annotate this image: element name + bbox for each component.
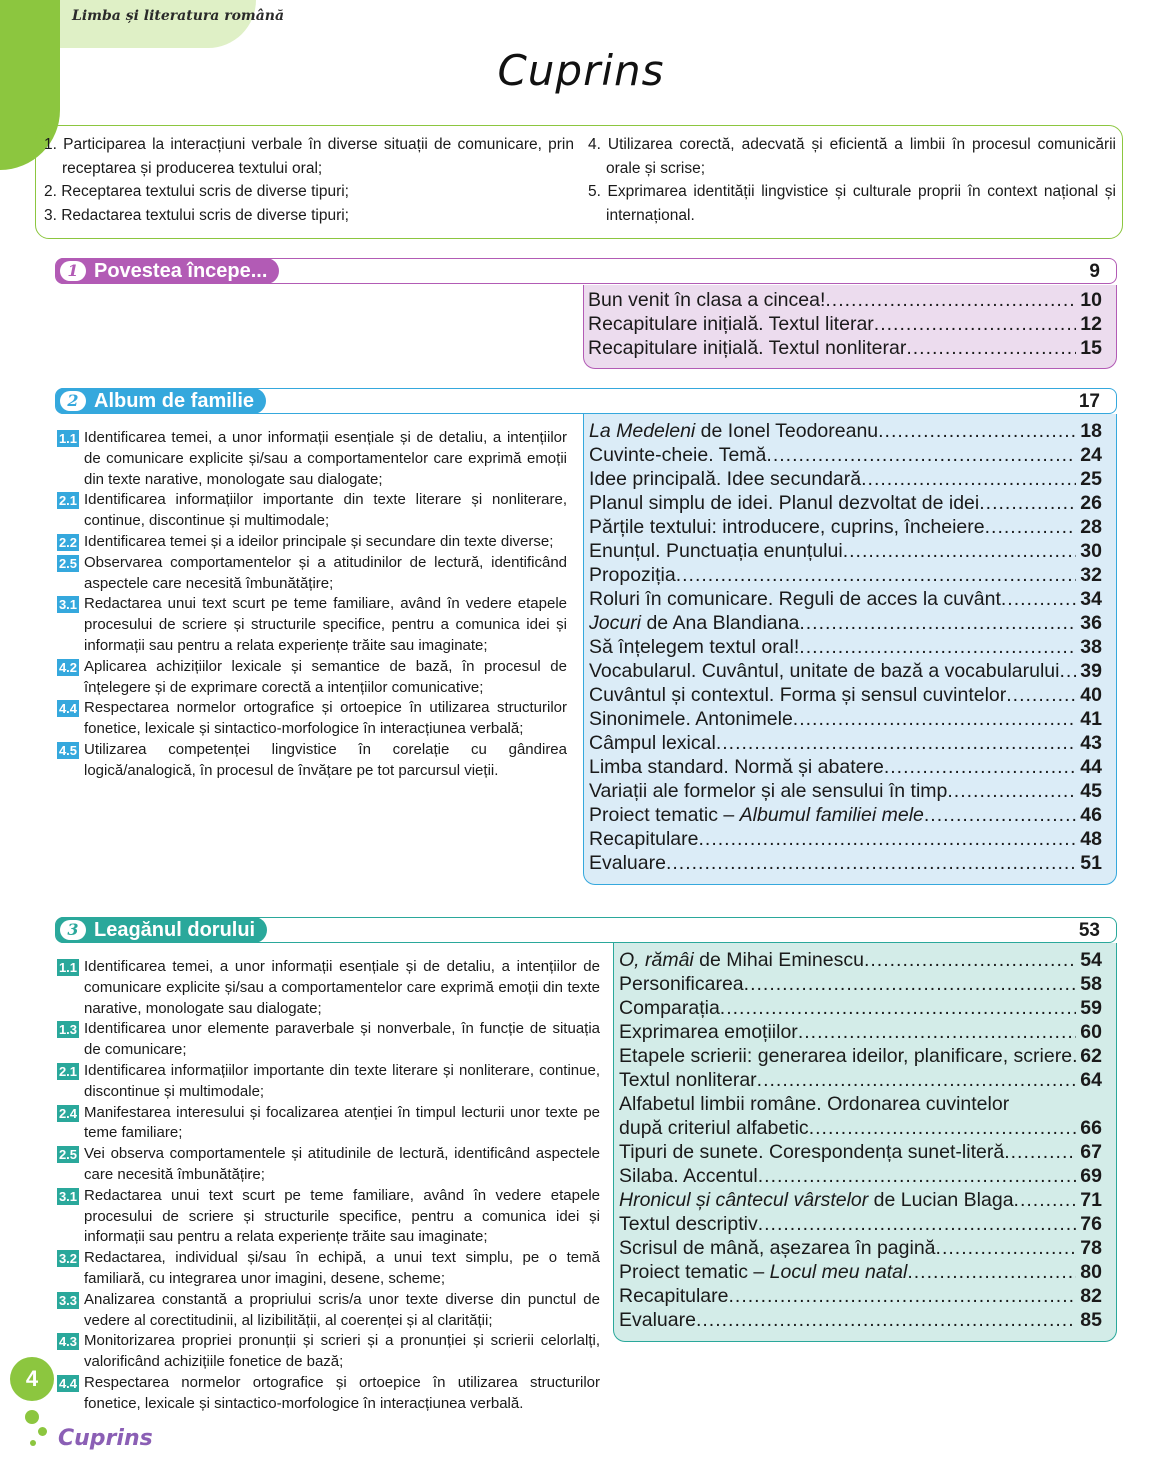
unit-3-title: Leagănul dorului — [94, 918, 256, 941]
toc-entry-text: Enunțul. Punctuația enunțului — [589, 540, 843, 562]
toc-entry[interactable] — [589, 684, 1102, 708]
toc-entry-page: 85 — [1080, 1309, 1102, 1331]
unit-3-objectives — [57, 957, 600, 1415]
toc-entry-title — [619, 1141, 1004, 1164]
toc-entry-title — [619, 1261, 907, 1284]
toc-leader-dots — [884, 756, 1076, 779]
objective-text: Redactarea unui text scurt pe teme familiare, având în vedere etapele procesului de scriere și structurile specifice, pentru a comunica idei și informații sau pentru a relata experiențe trăite sau imaginate; — [84, 1186, 600, 1246]
toc-entry-title — [589, 732, 716, 755]
objective-item — [57, 594, 567, 656]
toc-entry[interactable] — [589, 420, 1102, 444]
toc-entry-page: 58 — [1080, 973, 1102, 995]
objective-code-badge: 1.1 — [58, 960, 78, 975]
competencies-left-column — [44, 133, 574, 227]
toc-leader-dots — [758, 1165, 1076, 1188]
toc-leader-dots — [799, 612, 1076, 635]
toc-entry-page: 44 — [1080, 756, 1102, 778]
unit-1-page: 9 — [1089, 261, 1100, 282]
toc-entry-title — [619, 1093, 1009, 1116]
toc-entry-title — [619, 1021, 798, 1044]
objective-code-badge: 2.1 — [58, 1063, 78, 1079]
toc-entry-text: Textul nonliterar — [619, 1069, 757, 1091]
decor-dot — [38, 1427, 47, 1436]
objective-text: Identificarea informațiilor importante din texte literare și nonliterare, continue, discontinue și multimodale; — [84, 1061, 600, 1100]
unit-3-title-pill — [56, 917, 267, 943]
toc-entry-text: Variații ale formelor și ale sensului în timp — [589, 780, 948, 802]
toc-entry-page: 60 — [1080, 1021, 1102, 1043]
page-number: 4 — [10, 1357, 54, 1401]
toc-entry-text: de Ana Blandiana — [641, 612, 800, 634]
unit-2-header[interactable] — [55, 388, 1117, 414]
toc-entry[interactable] — [619, 997, 1102, 1021]
toc-entry-work-title: Jocuri — [589, 612, 642, 634]
objective-text: Identificarea temei, a unor informații esențiale și de detaliu, a intențiilor de comunicare explicite și/sau a comportamentelor care exprimă emoții din texte narative, monologate sau dialogate; — [84, 958, 600, 1017]
objective-text: Monitorizarea propriei pronunții și scrieri și a pronunției și scrierii celorlalți, valorificând achizițiile fonetice de bază; — [84, 1332, 600, 1371]
toc-leader-dots — [1004, 1141, 1076, 1164]
toc-entry-title — [619, 1117, 809, 1140]
toc-entry-page: 80 — [1080, 1261, 1102, 1283]
toc-leader-dots — [1060, 660, 1077, 683]
toc-entry-title — [589, 516, 985, 539]
toc-entry-title — [619, 1213, 758, 1236]
general-competencies-box — [35, 125, 1123, 239]
objective-code-badge: 3.2 — [58, 1251, 78, 1267]
toc-entry-text: Silaba. Accentul — [619, 1165, 758, 1187]
toc-entry-text: Părțile textului: introducere, cuprins, încheiere — [589, 516, 985, 538]
toc-entry[interactable] — [619, 1093, 1102, 1117]
toc-entry[interactable] — [619, 973, 1102, 997]
objective-text: Vei observa comportamentele și atitudinile de lectură, identificând aspectele care necesită îmbunătățire; — [84, 1145, 600, 1183]
toc-entry-title — [589, 660, 1060, 683]
toc-entry-title — [619, 1189, 1014, 1212]
toc-entry-page: 64 — [1080, 1069, 1102, 1091]
toc-leader-dots — [936, 1237, 1076, 1260]
toc-entry-title — [589, 828, 698, 851]
objective-text: Identificarea temei, a unor informații esențiale și de detaliu, a intențiilor de comunicare explicite și/sau a comportamentelor care exprimă emoții din texte narative, monologate sau dialogate; — [84, 429, 567, 488]
objective-text: Observarea comportamentelor și a atitudinilor de lectură, identificând aspectele care necesită îmbunătățire; — [84, 553, 567, 592]
toc-entry-page: 45 — [1080, 780, 1102, 802]
toc-leader-dots — [757, 1069, 1076, 1092]
competencies-right-column — [588, 133, 1116, 227]
objective-text: Redactarea unui text scurt pe teme familiare, având în vedere etapele procesului de scriere și structurile specifice, pentru a comunica idei și informații sau pentru a relata experiențe trăite sau imaginate; — [84, 595, 567, 654]
objective-item — [57, 1103, 600, 1145]
toc-entry-page: 76 — [1080, 1213, 1102, 1235]
toc-entry-text: Câmpul lexical — [589, 732, 716, 754]
toc-entry[interactable] — [619, 1021, 1102, 1045]
toc-entry-text: după criteriul alfabetic — [619, 1117, 809, 1139]
toc-leader-dots — [744, 973, 1076, 996]
toc-entry-text: Personificarea — [619, 973, 744, 995]
toc-entry[interactable] — [619, 1261, 1102, 1285]
decor-dot — [25, 1410, 39, 1424]
toc-entry-title — [589, 468, 861, 491]
toc-leader-dots — [758, 1213, 1076, 1236]
toc-entry-page: 54 — [1080, 949, 1102, 971]
toc-leader-dots — [906, 337, 1076, 360]
toc-entry-work-title: Hronicul și cântecul vârstelor — [619, 1189, 869, 1211]
unit-2-toc — [583, 414, 1117, 885]
toc-entry-title — [589, 588, 1001, 611]
toc-entry-page: 26 — [1080, 492, 1102, 514]
objective-code-badge: 4.3 — [58, 1334, 78, 1350]
toc-leader-dots — [720, 997, 1076, 1020]
toc-leader-dots — [728, 1285, 1076, 1308]
toc-entry-text: Propoziția — [589, 564, 676, 586]
unit-2-page: 17 — [1078, 391, 1100, 412]
unit-3-header[interactable] — [55, 917, 1117, 943]
competency-item: 4. Utilizarea corectă, adecvată și eficientă a limbii în procesul comunicării orale și scrise; — [588, 136, 1116, 177]
toc-entry-page: 32 — [1080, 564, 1102, 586]
toc-leader-dots — [766, 444, 1076, 467]
toc-entry-page: 67 — [1080, 1141, 1102, 1163]
toc-leader-dots — [861, 468, 1076, 491]
toc-entry[interactable] — [589, 756, 1102, 780]
toc-leader-dots — [874, 313, 1076, 336]
toc-entry-text: Evaluare — [619, 1309, 696, 1331]
objective-item — [57, 1248, 600, 1290]
toc-entry-text: Recapitulare — [619, 1285, 729, 1307]
unit-2-title-pill — [56, 388, 266, 414]
toc-leader-dots — [979, 492, 1076, 515]
toc-entry-text: Vocabularul. Cuvântul, unitate de bază a vocabularului — [589, 660, 1060, 682]
objective-item — [57, 957, 600, 1019]
toc-entry-text: Alfabetul limbii române. Ordonarea cuvintelor — [619, 1093, 1010, 1115]
unit-3-page: 53 — [1078, 920, 1100, 941]
toc-entry[interactable] — [588, 337, 1102, 361]
toc-entry[interactable] — [619, 1237, 1102, 1261]
toc-entry-title — [619, 1069, 757, 1092]
unit-1-title-pill — [56, 258, 279, 284]
objective-code-badge: 4.4 — [58, 701, 78, 717]
page-title: Cuprins — [497, 46, 665, 95]
toc-entry-page: 66 — [1080, 1117, 1102, 1139]
toc-entry-title — [589, 540, 843, 563]
toc-leader-dots — [716, 732, 1076, 755]
toc-entry-text: Sinonimele. Antonimele — [589, 708, 793, 730]
toc-entry-page: 18 — [1080, 420, 1102, 442]
objective-code-badge: 3.1 — [58, 597, 78, 613]
objective-item — [57, 1373, 600, 1415]
objective-item — [57, 1061, 600, 1103]
toc-entry-work-title: O, rămâi — [619, 949, 694, 971]
toc-entry[interactable] — [589, 660, 1102, 684]
toc-entry-title — [619, 949, 864, 972]
unit-1-number: 1 — [60, 261, 86, 281]
objective-text: Respectarea normelor ortografice și ortoepice în utilizarea structurilor fonetice, lexicale și sintactico-morfologice în interacțiunea verbală. — [84, 1373, 600, 1412]
toc-entry[interactable] — [589, 612, 1102, 636]
objective-item — [57, 1144, 600, 1186]
objective-item — [57, 740, 567, 782]
toc-entry-text: Cuvântul și contextul. Forma și sensul cuvintelor — [589, 684, 1007, 706]
toc-entry-text: Textul descriptiv — [619, 1213, 758, 1235]
toc-entry-title — [589, 492, 979, 515]
toc-entry-title — [589, 852, 666, 875]
toc-entry[interactable] — [589, 516, 1102, 540]
toc-entry-title — [619, 973, 744, 996]
toc-entry-title — [589, 804, 924, 827]
objective-text: Manifestarea interesului și focalizarea atenției în timpul lecturii unor texte pe teme familiare; — [84, 1103, 600, 1142]
toc-entry-page: 51 — [1080, 852, 1102, 874]
toc-leader-dots — [864, 949, 1076, 972]
toc-leader-dots — [798, 1021, 1076, 1044]
toc-entry[interactable] — [589, 588, 1102, 612]
toc-entry-title — [619, 1285, 728, 1308]
toc-entry[interactable] — [589, 708, 1102, 732]
toc-leader-dots — [696, 1309, 1076, 1332]
toc-entry-text: Cuvinte-cheie. Temă — [589, 444, 767, 466]
toc-entry-page: 39 — [1080, 660, 1102, 682]
toc-entry-page: 78 — [1080, 1237, 1102, 1259]
toc-leader-dots — [878, 420, 1076, 443]
unit-2-objectives — [57, 428, 567, 782]
objective-code-badge: 3.1 — [58, 1188, 78, 1204]
toc-entry-title — [589, 444, 766, 467]
objective-text: Identificarea unor elemente paraverbale și nonverbale, în funcție de situația de comunicare; — [84, 1020, 600, 1059]
toc-entry-page: 24 — [1080, 444, 1102, 466]
toc-entry[interactable] — [619, 1069, 1102, 1093]
toc-entry-page: 15 — [1080, 337, 1102, 359]
toc-entry[interactable] — [589, 828, 1102, 852]
objective-item — [57, 1186, 600, 1248]
toc-leader-dots — [1006, 684, 1076, 707]
toc-entry-page: 40 — [1080, 684, 1102, 706]
toc-entry-project-title: Locul meu natal — [769, 1261, 908, 1283]
objective-text: Respectarea normelor ortografice și ortoepice în utilizarea structurilor fonetice, lexicale și sintactico-morfologice în interacțiunea verbală; — [84, 699, 567, 738]
toc-leader-dots — [698, 828, 1076, 851]
objective-text: Aplicarea achizițiilor lexicale și semantice de bază, în procesul de înțelegere și de exprimare corectă a intențiilor comunicative; — [84, 657, 567, 696]
toc-entry-text: Recapitulare — [589, 828, 699, 850]
toc-leader-dots — [1014, 1189, 1076, 1212]
toc-entry-title — [589, 756, 884, 779]
toc-entry-text: Tipuri de sunete. Corespondența sunet-literă — [619, 1141, 1005, 1163]
toc-entry-page: 43 — [1080, 732, 1102, 754]
toc-entry-text: Bun venit în clasa a cincea! — [588, 289, 826, 311]
objective-code-badge: 2.2 — [58, 534, 78, 550]
objective-code-badge: 4.5 — [58, 742, 78, 758]
toc-entry-title — [619, 997, 720, 1020]
toc-entry-text: Proiect tematic – — [619, 1261, 770, 1283]
objective-text: Redactarea, individual și/sau în echipă, a unui text simplu, pe o temă familiară, cu integrarea unor imagini, desene, scheme; — [84, 1249, 600, 1287]
toc-entry-text: de Lucian Blaga — [868, 1189, 1014, 1211]
toc-entry-title — [589, 684, 1006, 707]
objective-text: Identificarea informațiilor importante din texte literare și nonliterare, continue, discontinue și multimodale; — [84, 491, 567, 530]
toc-entry-page: 46 — [1080, 804, 1102, 826]
objective-text: Identificarea temei și a ideilor principale și secundare din texte diverse; — [84, 532, 554, 550]
toc-entry[interactable] — [619, 1117, 1102, 1141]
toc-entry-page: 36 — [1080, 612, 1102, 634]
toc-entry[interactable] — [589, 732, 1102, 756]
toc-leader-dots — [1001, 588, 1076, 611]
toc-entry-page: 82 — [1080, 1285, 1102, 1307]
toc-leader-dots — [799, 636, 1076, 659]
toc-entry-page: 48 — [1080, 828, 1102, 850]
toc-entry-title — [589, 420, 878, 443]
toc-entry-project-title: Albumul familiei mele — [739, 804, 924, 826]
toc-leader-dots — [809, 1117, 1076, 1140]
toc-leader-dots — [985, 516, 1076, 539]
toc-entry-title — [589, 708, 793, 731]
toc-entry[interactable] — [588, 289, 1102, 313]
toc-entry[interactable] — [589, 444, 1102, 468]
toc-entry-page: 62 — [1080, 1045, 1102, 1067]
toc-entry[interactable] — [619, 1309, 1102, 1333]
toc-entry-page: 28 — [1080, 516, 1102, 538]
objective-item — [57, 698, 567, 740]
toc-entry-page: 30 — [1080, 540, 1102, 562]
toc-leader-dots — [825, 289, 1076, 312]
objective-item — [57, 1331, 600, 1373]
toc-entry-text: Planul simplu de idei. Planul dezvoltat de idei — [589, 492, 980, 514]
unit-1-toc — [583, 285, 1117, 369]
toc-entry-page: 38 — [1080, 636, 1102, 658]
toc-entry-title — [589, 780, 947, 803]
toc-entry-text: Recapitulare inițială. Textul literar — [588, 313, 874, 335]
toc-entry-text: Exprimarea emoțiilor — [619, 1021, 798, 1043]
toc-entry-text: Să înțelegem textul oral! — [589, 636, 800, 658]
toc-entry[interactable] — [619, 1045, 1102, 1069]
toc-entry-text: Evaluare — [589, 852, 666, 874]
toc-entry-title — [588, 289, 825, 312]
toc-entry[interactable] — [589, 468, 1102, 492]
toc-entry-work-title: La Medeleni — [589, 420, 696, 442]
toc-entry-page: 41 — [1080, 708, 1102, 730]
toc-entry-text: Proiect tematic – — [589, 804, 740, 826]
objective-item — [57, 490, 567, 532]
toc-entry-text: Roluri în comunicare. Reguli de acces la cuvânt — [589, 588, 1001, 610]
objective-code-badge: 1.1 — [58, 431, 78, 446]
toc-entry[interactable] — [589, 636, 1102, 660]
toc-entry-page: 71 — [1080, 1189, 1102, 1211]
objective-item — [57, 428, 567, 490]
toc-entry[interactable] — [589, 804, 1102, 828]
unit-2-number: 2 — [60, 391, 86, 411]
toc-entry[interactable] — [589, 492, 1102, 516]
toc-entry-title — [588, 313, 874, 336]
toc-entry-text: Limba standard. Normă și abatere — [589, 756, 884, 778]
competency-item: 3. Redactarea textului scris de diverse tipuri; — [44, 206, 349, 224]
toc-entry[interactable] — [589, 852, 1102, 876]
unit-3-number: 3 — [60, 920, 86, 940]
toc-leader-dots — [793, 708, 1076, 731]
toc-leader-dots — [924, 804, 1076, 827]
toc-leader-dots — [843, 540, 1076, 563]
objective-item — [57, 657, 567, 699]
unit-3-toc — [613, 943, 1117, 1342]
toc-leader-dots — [947, 780, 1076, 803]
toc-entry-text: de Ionel Teodoreanu — [695, 420, 879, 442]
toc-entry-text: Idee principală. Idee secundară — [589, 468, 862, 490]
objective-code-badge: 4.4 — [58, 1375, 78, 1391]
objective-code-badge: 4.2 — [58, 659, 78, 675]
competency-item: 2. Receptarea textului scris de diverse tipuri; — [44, 183, 349, 200]
toc-entry-page: 10 — [1080, 289, 1102, 311]
toc-entry[interactable] — [589, 780, 1102, 804]
competency-item: 1. Participarea la interacțiuni verbale în diverse situații de comunicare, prin receptarea și producerea textului oral; — [44, 136, 574, 177]
toc-entry[interactable] — [619, 1285, 1102, 1309]
toc-entry[interactable] — [589, 564, 1102, 588]
objective-item — [57, 553, 567, 595]
toc-entry-title — [589, 636, 799, 659]
toc-entry-title — [619, 1045, 1072, 1068]
toc-entry-page: 34 — [1080, 588, 1102, 610]
toc-entry-text: Scrisul de mână, așezarea în pagină — [619, 1237, 936, 1259]
objective-item — [57, 532, 567, 553]
objective-item — [57, 1290, 600, 1332]
toc-entry-title — [619, 1309, 696, 1332]
toc-entry-page: 59 — [1080, 997, 1102, 1019]
toc-entry-text: Recapitulare inițială. Textul nonliterar — [588, 337, 907, 359]
decor-dot — [30, 1440, 36, 1446]
competency-item: 5. Exprimarea identității lingvistice și culturale proprii în context național și internațional. — [588, 183, 1116, 224]
subject-label: Limba și literatura română — [72, 8, 285, 24]
objective-text: Analizarea constantă a propriului scris/a unor texte diverse din punctul de vedere al corectitudinii, al lizibilității, al coerenței și al clarității; — [84, 1290, 600, 1329]
toc-entry[interactable] — [588, 313, 1102, 337]
toc-entry-title — [589, 564, 676, 587]
toc-entry-text: Etapele scrierii: generarea ideilor, planificare, scriere — [619, 1045, 1073, 1067]
objective-code-badge: 1.3 — [58, 1022, 78, 1038]
objective-item — [57, 1019, 600, 1061]
toc-entry-text: Comparația — [619, 997, 720, 1019]
objective-text: Utilizarea competenței lingvistice în corelație cu gândirea logică/analogică, în procesul de învățare pe tot parcursul vieții. — [84, 740, 567, 779]
objective-code-badge: 2.5 — [58, 555, 78, 571]
footer-section-label: Cuprins — [58, 1426, 153, 1451]
toc-leader-dots — [907, 1261, 1076, 1284]
objective-code-badge: 2.1 — [58, 493, 78, 509]
toc-entry-page: 25 — [1080, 468, 1102, 490]
toc-entry[interactable] — [619, 1165, 1102, 1189]
toc-entry-page: 69 — [1080, 1165, 1102, 1187]
toc-entry[interactable] — [619, 949, 1102, 973]
toc-entry[interactable] — [619, 1213, 1102, 1237]
toc-entry-title — [619, 1165, 758, 1188]
toc-entry[interactable] — [619, 1189, 1102, 1213]
toc-entry-text: de Mihai Eminescu — [693, 949, 864, 971]
toc-entry-title — [588, 337, 906, 360]
toc-entry-title — [619, 1237, 936, 1260]
toc-entry-title — [589, 612, 799, 635]
toc-leader-dots — [676, 564, 1076, 587]
toc-entry[interactable] — [589, 540, 1102, 564]
toc-entry[interactable] — [619, 1141, 1102, 1165]
objective-code-badge: 3.3 — [58, 1292, 78, 1308]
unit-1-header[interactable] — [55, 258, 1117, 284]
unit-2-title: Album de familie — [94, 389, 255, 412]
toc-leader-dots — [666, 852, 1076, 875]
objective-code-badge: 2.4 — [58, 1105, 78, 1121]
toc-entry-page: 12 — [1080, 313, 1102, 335]
objective-code-badge: 2.5 — [58, 1147, 78, 1163]
unit-1-title: Povestea începe... — [94, 259, 268, 282]
